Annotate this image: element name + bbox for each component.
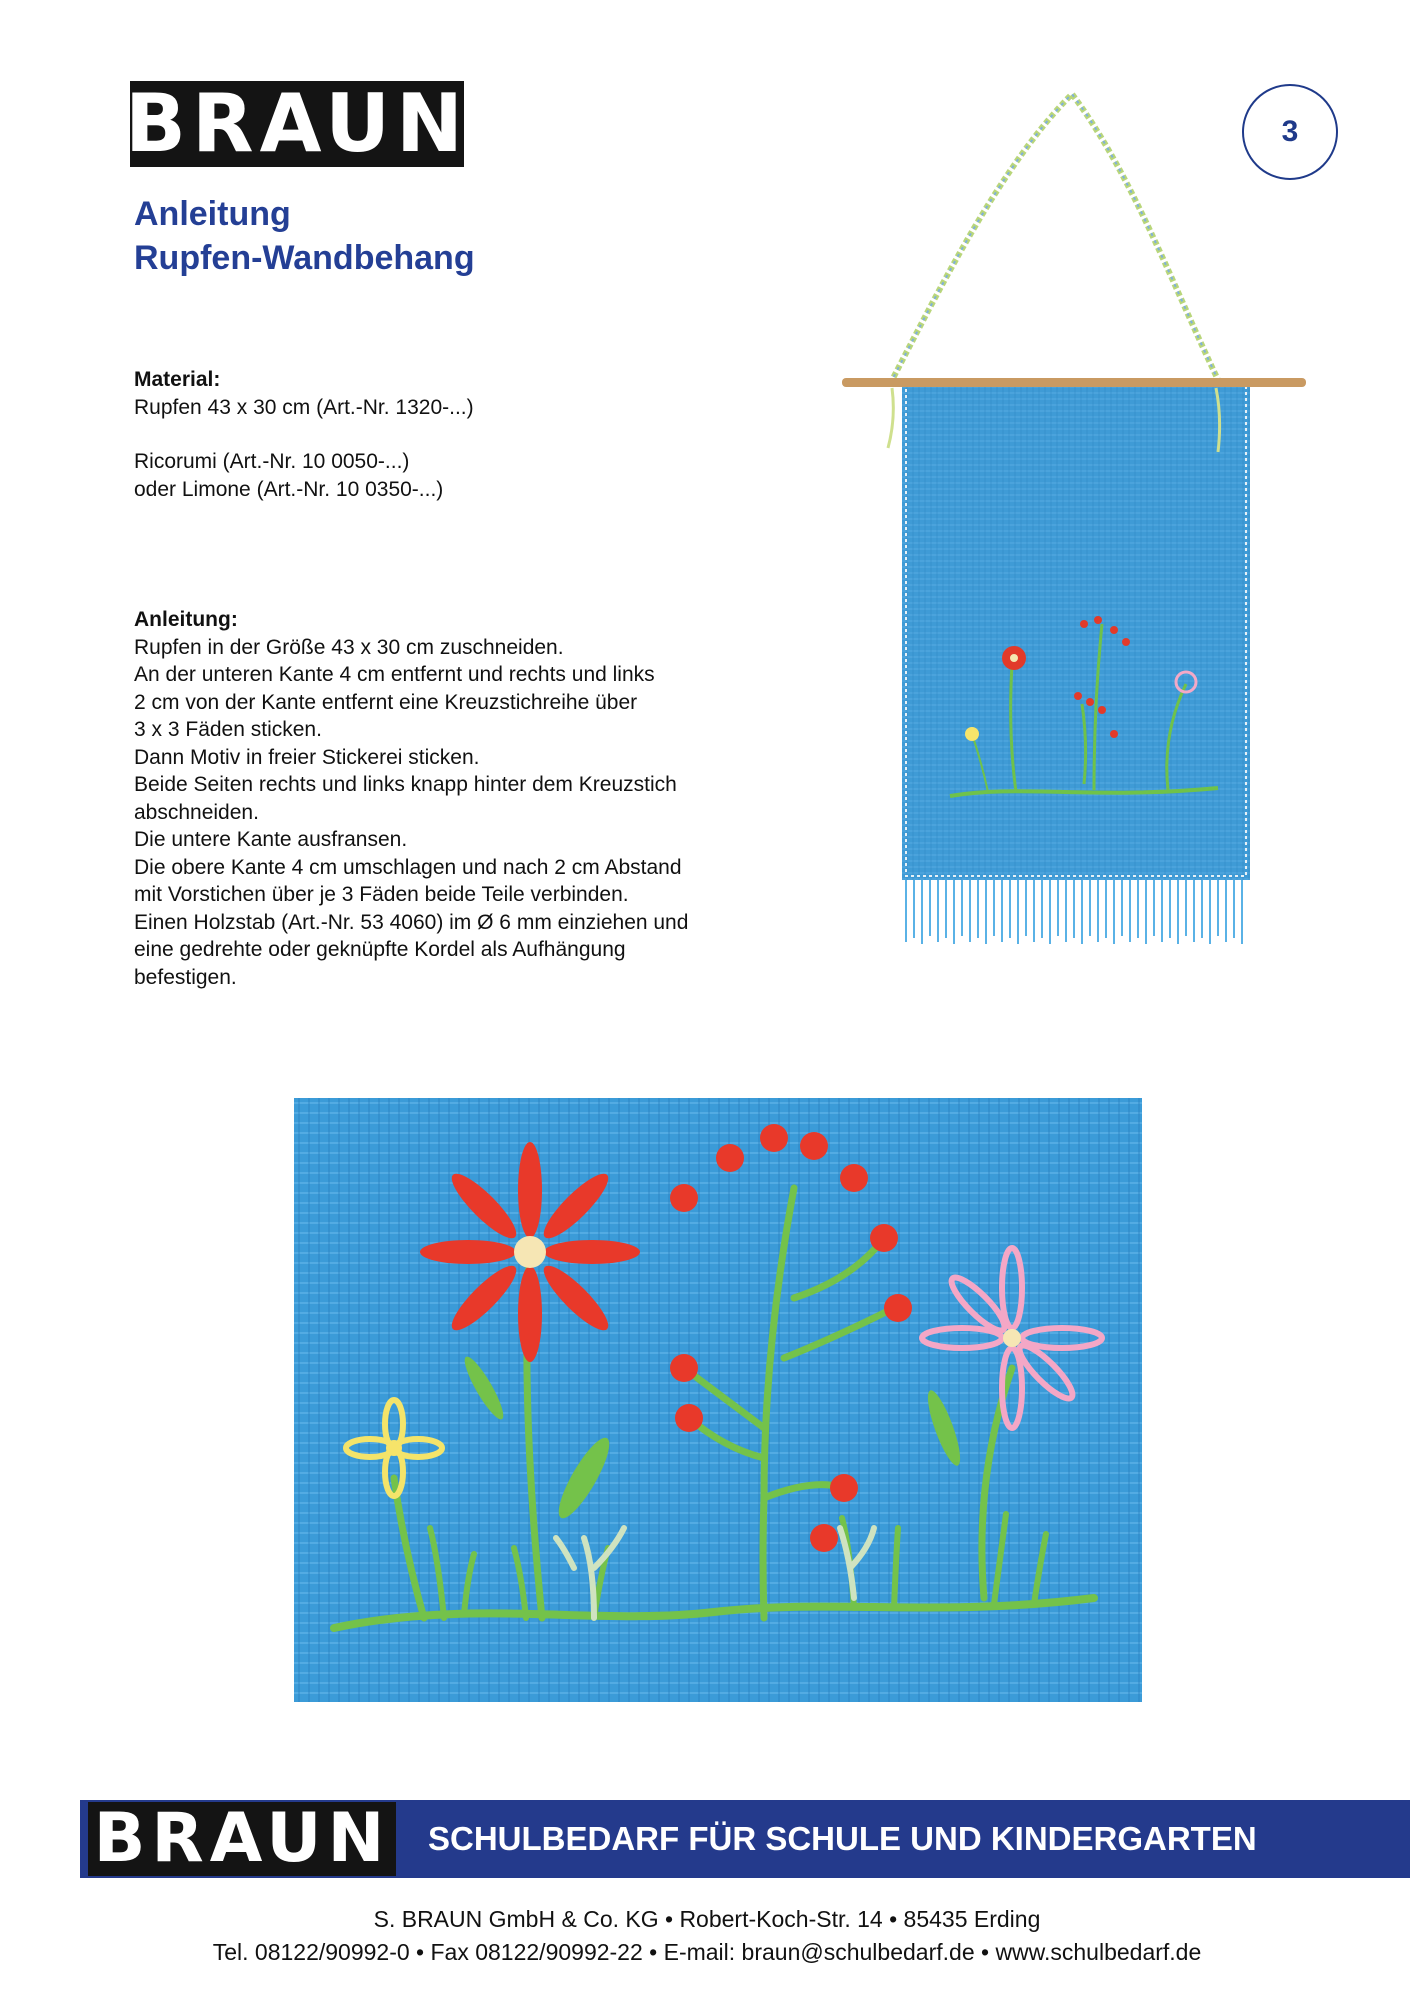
page-title: [134, 192, 475, 280]
braun-logo-footer: [88, 1799, 396, 1878]
instructions-heading: Anleitung:: [134, 608, 238, 631]
instruction-line: mit Vorstichen über je 3 Fäden beide Teile verbinden.: [134, 883, 629, 906]
material-heading: Material:: [134, 368, 221, 391]
instruction-line: abschneiden.: [134, 800, 259, 824]
instruction-line: 3 x 3 Fäden sticken.: [134, 718, 322, 741]
instruction-line: eine gedrehte oder geknüpfte Kordel als Aufhängung: [134, 938, 626, 961]
instruction-line: Dann Motiv in freier Stickerei sticken.: [134, 745, 480, 769]
material-line: Ricorumi (Art.-Nr. 10 0050-...): [134, 450, 410, 473]
logo-text: BRAUN: [93, 1799, 391, 1878]
company-address: S. BRAUN GmbH & Co. KG • Robert-Koch-Str. 14 • 85435 Erding: [373, 1906, 1041, 1932]
instructions-section: [134, 606, 814, 991]
braun-logo: [125, 77, 469, 170]
instruction-line: Beide Seiten rechts und links knapp hinter dem Kreuzstich: [134, 773, 677, 796]
instruction-line: Die obere Kante 4 cm umschlagen und nach 2 cm Abstand: [134, 855, 682, 879]
company-contact: Tel. 08122/90992-0 • Fax 08122/90992-22 • E-mail: braun@schulbedarf.de • www.schulbedarf.de: [212, 1939, 1202, 1965]
page-number-badge: 3: [1242, 84, 1338, 180]
embroidery-detail-photo: [294, 1098, 1142, 1702]
footer-slogan: SCHULBEDARF FÜR SCHULE UND KINDERGARTEN: [428, 1820, 1257, 1857]
instruction-line: Rupfen in der Größe 43 x 30 cm zuschneiden.: [134, 635, 564, 659]
instruction-line: Einen Holzstab (Art.-Nr. 53 4060) im Ø 6 mm einziehen und: [134, 910, 689, 934]
material-section: [134, 366, 474, 503]
material-line: oder Limone (Art.-Nr. 10 0350-...): [134, 477, 444, 501]
instruction-line: Die untere Kante ausfransen.: [134, 828, 408, 851]
logo-text: BRAUN: [125, 77, 469, 170]
instruction-line: befestigen.: [134, 965, 237, 989]
material-line: Rupfen 43 x 30 cm (Art.-Nr. 1320-...): [134, 395, 474, 419]
instruction-line: 2 cm von der Kante entfernt eine Kreuzstichreihe über: [134, 690, 638, 714]
title-line-1: Anleitung: [134, 195, 291, 233]
title-line-2: Rupfen-Wandbehang: [134, 239, 475, 277]
instruction-line: An der unteren Kante 4 cm entfernt und rechts und links: [134, 663, 655, 686]
wall-hanging-photo: [832, 84, 1316, 944]
